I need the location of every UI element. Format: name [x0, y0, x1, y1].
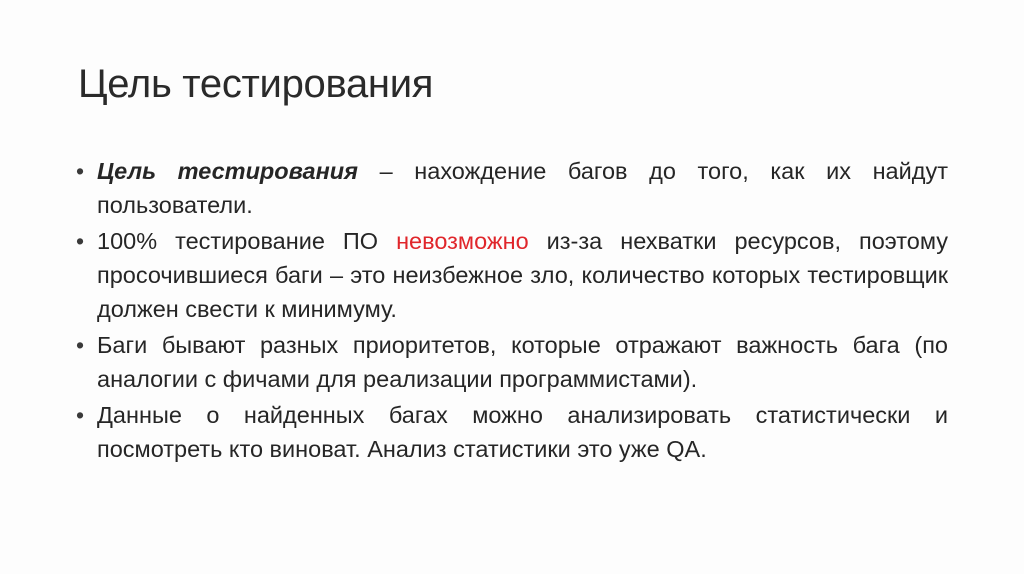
bullet-list: [74, 154, 948, 468]
slide-title: Цель тестирования: [78, 62, 434, 106]
highlight-word: невозможно: [396, 228, 529, 254]
bullet-text: из-за нехватки ресурсов, поэтому просочившиеся баги – это неизбежное зло, количество которых тестировщик должен свести к минимуму.: [97, 228, 948, 322]
bullet-item-priorities: [74, 328, 948, 396]
bullet-text: – нахождение багов до того, как их найдут пользователи.: [97, 158, 948, 218]
bullet-emphasis: Цель тестирования: [97, 158, 358, 184]
bullet-item-goal: [74, 154, 948, 222]
bullet-text: 100% тестирование ПО: [97, 228, 397, 254]
bullet-text: Баги бывают разных приоритетов, которые отражают важность бага (по аналогии с фичами для реализации программистами).: [97, 332, 948, 392]
bullet-item-impossible: [74, 224, 948, 326]
bullet-item-statistics: [74, 398, 948, 466]
bullet-text: Данные о найденных багах можно анализировать статистически и посмотреть кто виноват. Анализ статистики это уже QA.: [97, 402, 948, 462]
